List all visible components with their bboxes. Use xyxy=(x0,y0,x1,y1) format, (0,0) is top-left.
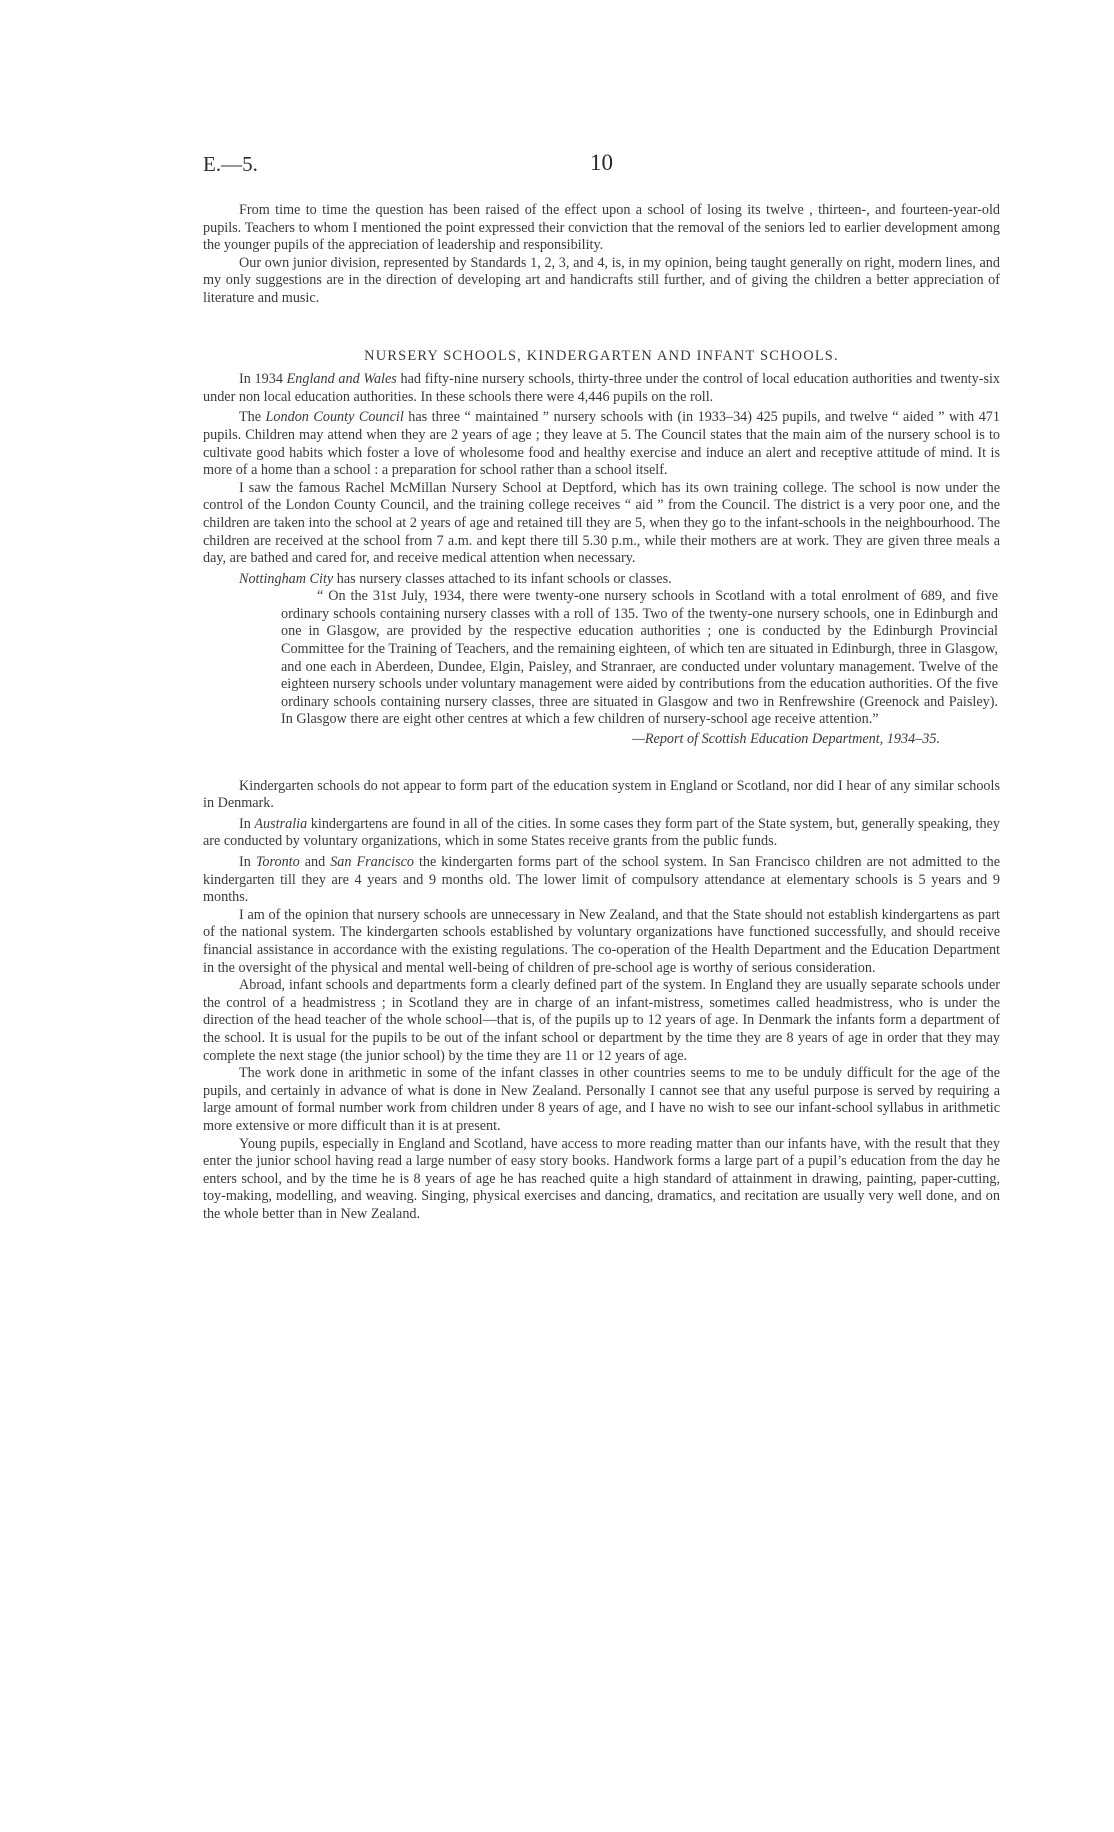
document-code: E.—5. xyxy=(203,152,258,176)
paragraph-england-wales: In 1934 England and Wales had fifty-nine nursery schools, thirty-three under the control of local education authorities and twenty-six under non local education authorities. In these schools there were 4,446 pupils on the roll. xyxy=(203,371,1001,405)
paragraph-senior-pupils: From time to time the question has been raised of the effect upon a school of losing its twelve , thirteen-, and fourteen-year-old pupils. Teachers to whom I mentioned the point expressed their conviction that the removal of the seniors led to earlier development among the younger pupils of the appreciation of leadership and responsibility. xyxy=(203,202,1000,254)
paragraph-opinion-nursery: I am of the opinion that nursery schools are unnecessary in New Zealand, and that the State should not establish kindergartens as part of the national system. The kindergarten schools established by voluntary organizations have functioned successfully, and should receive financial assistance in accordance with the existing regulations. The co-operation of the Health Department and the Education Department in the oversight of the physical and mental well-being of children of pre-school age is worthy of serious consideration. xyxy=(203,906,1000,976)
paragraph-junior-division: Our own junior division, represented by Standards 1, 2, 3, and 4, is, in my opinion, being taught generally on right, modern lines, and my only suggestions are in the direction of developing art and handicrafts still further, and of giving the children a better appreciation of literature and music. xyxy=(203,254,1000,306)
section-heading: NURSERY SCHOOLS, KINDERGARTEN AND INFANT SCHOOLS. xyxy=(364,347,839,364)
document-body xyxy=(203,202,1000,1223)
quote-source: —Report of Scottish Education Department, 1934–35. xyxy=(632,731,940,748)
paragraph-abroad-infant: Abroad, infant schools and departments form a clearly defined part of the system. In England they are usually separate schools under the control of a headmistress ; in Scotland they are in charge of an infant-mistress, sometimes called headmistress, who is under the direction of the head teacher of the whole school—that is, of the pupils up to 12 years of age. In Denmark the infants form a department of the school. It is usual for the pupils to be out of the infant school or department by the time they are 8 years of age in order that they may complete the next stage (the junior school) by the time they are 11 or 12 years of age. xyxy=(203,977,1000,1064)
paragraph-london-county: The London County Council has three “ maintained ” nursery schools with (in 1933–34) 425 pupils, and twelve “ aided ” with 471 pupils. Children may attend when they are 2 years of age ; they leave at 5. The Council states that the main aim of the nursery school is to cultivate good habits which foster a love of wholesome food and healthy exercise and induce an alert and receptive attitude of mind. It is more of a home than a school : a preparation for school rather than a school itself. xyxy=(203,409,1000,479)
page-number: 10 xyxy=(590,150,613,175)
block-quote xyxy=(281,588,998,729)
paragraph-kindergarten: Kindergarten schools do not appear to form part of the education system in England or Scotland, nor did I hear of any similar schools in Denmark. xyxy=(203,777,1000,812)
paragraph-nottingham: Nottingham City has nursery classes attached to its infant schools or classes. xyxy=(239,570,672,587)
paragraph-rachel-mcmillan: I saw the famous Rachel McMillan Nursery School at Deptford, which has its own training college. The school is now under the control of the London County Council, and the training college receives “ aid ” from the Council. The district is a very poor one, and the children are taken into the school at 2 years of age and retained till they are 5, when they go to the infant-schools in the neighbourhood. The children are received at the school from 7 a.m. and kept there till 5.30 p.m., while their mothers are at work. They are given three meals a day, are bathed and cared for, and receive medical attention when necessary. xyxy=(203,479,1000,567)
paragraph-young-pupils: Young pupils, especially in England and Scotland, have access to more reading matter than our infants have, with the result that they enter the junior school having read a large number of easy story books. Handwork forms a large part of a pupil’s education from the day he enters school, and by the time he is 8 years of age he has reached quite a high standard of attainment in drawing, painting, paper-cutting, toy-making, modelling, and weaving. Singing, physical exercises and dancing, dramatics, and recitation are usually very well done, and on the whole better than in New Zealand. xyxy=(203,1135,1000,1222)
paragraph-australia: In Australia kindergartens are found in all of the cities. In some cases they form part of the State system, but, generally speaking, they are conducted by voluntary organizations, which in some States receive grants from the public funds. xyxy=(203,815,1000,850)
paragraph-toronto-san-francisco: In Toronto and San Francisco the kindergarten forms part of the school system. In San Francisco children are not admitted to the kindergarten till they are 4 years and 9 months old. The lower limit of compulsory attendance at elementary schools is 5 years and 9 months. xyxy=(203,854,1000,906)
quote-text: “ On the 31st July, 1934, there were twenty-one nursery schools in Scotland with a total enrolment of 689, and five ordinary schools containing nursery classes with a roll of 135. Two of the twenty-one nursery schools, one in Edinburgh and one in Glasgow, are provided by the respective education authorities ; one is conducted by the Edinburgh Provincial Committee for the Training of Teachers, and the remaining eighteen, of which ten are situated in Edinburgh, three in Glasgow, and one each in Aberdeen, Dundee, Elgin, Paisley, and Stranraer, are conducted under voluntary management. Twelve of the eighteen nursery schools under voluntary management were aided by contributions from the education authorities. Of the five ordinary schools containing nursery classes, three are situated in Glasgow and two in Renfrewshire (Greenock and Paisley). In Glasgow there are eight other centres at which a few children of nursery-school age receive attention.” xyxy=(281,588,998,728)
paragraph-arithmetic: The work done in arithmetic in some of the infant classes in other countries seems to me to be unduly difficult for the age of the pupils, and certainly in advance of what is done in New Zealand. Personally I cannot see that any useful purpose is served by requiring a large amount of formal number work from children under 8 years of age, and I have no wish to see our infant-school syllabus in arithmetic more extensive or more difficult than it is at present. xyxy=(203,1065,1000,1134)
